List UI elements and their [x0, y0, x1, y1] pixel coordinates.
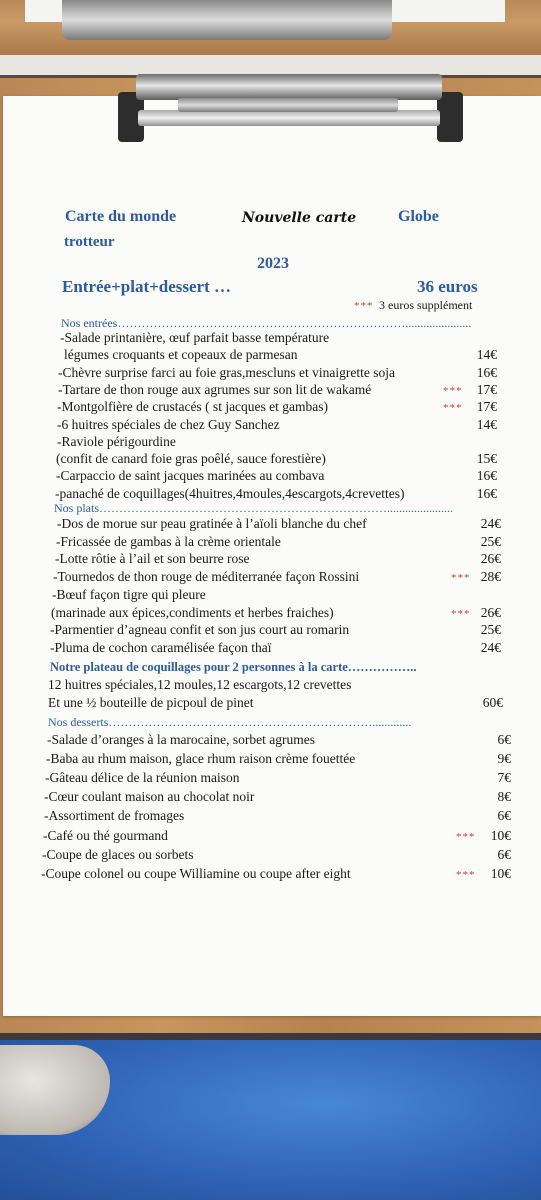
- section-heading-desserts: Nos desserts………………………………………………………….............: [48, 715, 412, 729]
- menu-item-name: -Coupe colonel ou coupe Williamine ou coupe after eight: [41, 865, 351, 881]
- supplement-stars: ***: [354, 300, 374, 312]
- menu-item-name: légumes croquants et copeaux de parmesan: [64, 347, 298, 363]
- menu-item-price: 6€: [497, 808, 511, 824]
- menu-item-price: 25€: [480, 533, 501, 549]
- menu-item-price: 16€: [476, 485, 497, 501]
- menu-item-price: 26€: [480, 551, 501, 567]
- menu-item-price: 6€: [497, 732, 511, 747]
- formula: Entrée+plat+dessert …: [62, 277, 232, 296]
- menu-item-name: -Lotte rôtie à l’ail et son beurre rose: [55, 551, 250, 567]
- menu-item-name: -Montgolfière de crustacés ( st jacques et gambas): [57, 399, 329, 415]
- menu-item-name: -Dos de morue sur peau gratinée à l’aïoli blanche du chef: [57, 516, 367, 531]
- menu-item-name: -Baba au rhum maison, glace rhum raison crème fouettée: [46, 751, 356, 767]
- supplement-stars: ***: [451, 572, 471, 585]
- title-right: Globe: [398, 208, 439, 225]
- section-heading-entrees: Nos entrées………………………………………………………………......................: [61, 316, 472, 330]
- menu-item-price: 16€: [476, 468, 497, 484]
- menu-item-name: -Pluma de cochon caramélisée façon thaï: [50, 639, 272, 655]
- menu-item-price: 16€: [476, 364, 497, 380]
- supplement-stars: ***: [451, 607, 471, 620]
- menu-item-name: -Fricassée de gambas à la crème orientale: [56, 533, 281, 549]
- supplement-stars: ***: [456, 830, 476, 843]
- menu-item-name: -Café ou thé gourmand: [43, 827, 168, 843]
- menu-item-name: -Raviole périgourdine: [57, 433, 176, 449]
- menu-item-name: (marinade aux épices,condiments et herbes fraiches): [51, 604, 334, 620]
- menu-item-name: -Gâteau délice de la réunion maison: [45, 770, 240, 786]
- section-heading-plateau: Notre plateau de coquillages pour 2 personnes à la carte……………..: [50, 660, 417, 674]
- section-heading-plats: Nos plats………………………………………………………………......................: [54, 501, 453, 515]
- menu-item-name: -Parmentier d’agneau confit et son jus court au romarin: [50, 622, 350, 638]
- menu-item-name: -Tartare de thon rouge aux agrumes sur son lit de wakamé: [58, 381, 372, 397]
- menu-item-name: -Salade d’oranges à la marocaine, sorbet agrumes: [47, 732, 316, 747]
- menu-item-name: -Bœuf façon tigre qui pleure: [52, 586, 206, 602]
- menu-item-price: 7€: [497, 770, 511, 786]
- menu-item-name: -Chèvre surprise farci au foie gras,mescluns et vinaigrette soja: [58, 364, 395, 380]
- menu-item-price: 9€: [497, 751, 511, 767]
- menu-item-price: 8€: [497, 789, 511, 805]
- menu-item-price: 15€: [476, 451, 497, 467]
- menu-item-price: 14€: [476, 347, 497, 363]
- menu-item-price: 10€: [490, 865, 511, 881]
- menu-item-name: -Tournedos de thon rouge de méditerranée façon Rossini: [53, 569, 360, 585]
- menu-item-price: 28€: [480, 569, 501, 585]
- menu-item-name: (confit de canard foie gras poêlé, sauce forestière): [56, 451, 326, 467]
- supplement-stars: ***: [456, 868, 476, 881]
- plateau-line2: Et une ½ bouteille de picpoul de pinet: [48, 695, 254, 710]
- menu-item-name: -Assortiment de fromages: [44, 808, 185, 824]
- menu-item-price: 10€: [490, 827, 511, 843]
- menu-item-name: -panaché de coquillages(4huitres,4moules,4escargots,4crevettes): [55, 485, 405, 501]
- menu-item-name: -Salade printanière, œuf parfait basse température: [60, 330, 330, 345]
- plateau-price: 60€: [482, 695, 503, 710]
- menu-item-price: 17€: [476, 381, 497, 397]
- menu-item-name: -Cœur coulant maison au chocolat noir: [44, 789, 255, 805]
- menu-item-name: -6 huitres spéciales de chez Guy Sanchez: [57, 416, 280, 432]
- year: 2023: [257, 255, 289, 272]
- title-line2: trotteur: [64, 234, 115, 250]
- supplement-stars: ***: [443, 402, 463, 415]
- menu-item-price: 26€: [480, 604, 501, 620]
- supplement-text: 3 euros supplément: [379, 298, 473, 312]
- supplement-stars: ***: [443, 384, 463, 397]
- title-left: Carte du monde: [65, 208, 177, 225]
- menu-item-price: 24€: [480, 516, 501, 531]
- plateau-line1: 12 huitres spéciales,12 moules,12 escargots,12 crevettes: [48, 677, 352, 692]
- formula-price: 36 euros: [417, 277, 478, 296]
- title-script: Nouvelle carte: [242, 210, 357, 226]
- menu-item-name: -Carpaccio de saint jacques marinées au combava: [56, 468, 325, 484]
- menu-item-price: 17€: [476, 399, 497, 415]
- menu-item-price: 24€: [480, 639, 501, 655]
- menu-item-price: 25€: [480, 622, 501, 638]
- menu-item-price: 14€: [476, 416, 497, 432]
- menu-item-name: -Coupe de glaces ou sorbets: [42, 846, 194, 862]
- menu-item-price: 6€: [497, 846, 511, 862]
